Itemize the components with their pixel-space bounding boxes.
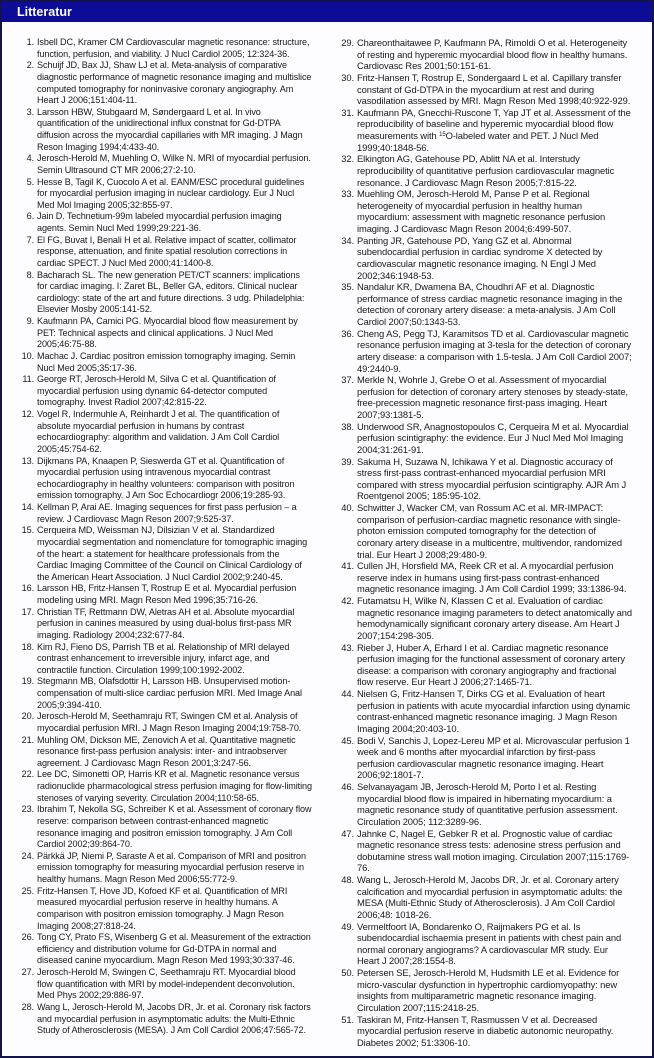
reference-item bbox=[342, 735, 632, 782]
reference-text: Machac J. Cardiac positron emission tomography imaging. Semin Nucl Med 2005;35:17-36. bbox=[37, 350, 296, 373]
reference-item bbox=[22, 886, 312, 933]
reference-item bbox=[342, 281, 632, 328]
reference-number: 31. bbox=[341, 106, 354, 118]
reference-number: 46. bbox=[341, 781, 354, 792]
reference-number: 4. bbox=[26, 153, 34, 164]
reference-text: Sakuma H, Suzawa N, Ichikawa Y et al. Diagnostic accuracy of stress first-pass contrast-enhanced myocardial perfusion MRI compared with stress myocardial perfusion scintigraphy. AJR Am J Roentgenol 2005; 185:95-102. bbox=[357, 455, 627, 502]
reference-number: 44. bbox=[341, 688, 354, 699]
reference-text: Vermeltfoort IA, Bondarenko O, Raijmakers PG et al. Is subendocardial ischaemia present in patients with chest pain and normal coronary angiograms? A cardiovascular MR study. Eur Heart J 2007;28:1554-8. bbox=[357, 920, 622, 967]
reference-item bbox=[342, 874, 632, 921]
reference-number: 51. bbox=[341, 1013, 354, 1025]
reference-item bbox=[22, 351, 312, 374]
reference-number: 40. bbox=[341, 502, 354, 513]
reference-item bbox=[342, 235, 632, 282]
reference-number: 26. bbox=[21, 932, 34, 943]
reference-text: Stegmann MB, Olafsdottir H, Larsson HB. Unsupervised motion-compensation of multi-slice cardiac perfusion MRI. Med Image Anal 2005;9:394-410. bbox=[37, 676, 302, 710]
reference-number: 7. bbox=[26, 234, 34, 245]
reference-text: Jerosch-Herold M, Muehling O, Wilke N. MRI of myocardial perfusion. Semin Ultrasound CT MR 2006;27:2-10. bbox=[37, 153, 311, 175]
reference-item bbox=[342, 921, 632, 968]
reference-item bbox=[22, 1002, 312, 1037]
reference-text: Jahnke C, Nagel E, Gebker R et al. Prognostic value of cardiac magnetic resonance stress tests: adenosine stress perfusion and dobutamine stress wall motion imaging. Circulation 2007;115:1769-76. bbox=[357, 827, 630, 874]
reference-number: 8. bbox=[26, 269, 34, 280]
reference-text: Rieber J, Huber A, Erhard I et al. Cardiac magnetic resonance perfusion imaging for the functional assessment of coronary artery disease: a comparison with coronary angiography and fractional flow reserve. Eur Heart J 2006;27:1465-71. bbox=[357, 641, 626, 688]
reference-item bbox=[342, 828, 632, 875]
reference-text: Ibrahim T, Nekolla SG, Schreiber K et al. Assessment of coronary flow reserve: comparison between contrast-enhanced magnetic resonance imaging and positron emission tomography. J Am Coll Cardiol 2002;39:864-70. bbox=[37, 804, 312, 850]
reference-number: 17. bbox=[21, 606, 34, 617]
reference-number: 18. bbox=[21, 641, 34, 652]
reference-number: 47. bbox=[341, 827, 354, 839]
reference-number: 36. bbox=[341, 327, 354, 339]
reference-number: 29. bbox=[341, 37, 354, 48]
reference-text: Nielsen G, Fritz-Hansen T, Dirks CG et al. Evaluation of heart perfusion in patients with acute myocardial infarction using dynamic contrast-enhanced magnetic resonance imaging. J Magn Reson Imaging 2004;20:403-10. bbox=[357, 688, 631, 734]
reference-number: 34. bbox=[341, 234, 354, 246]
reference-item bbox=[22, 711, 312, 734]
reference-item bbox=[22, 374, 312, 409]
reference-number: 43. bbox=[341, 641, 354, 653]
reference-item bbox=[342, 188, 632, 235]
reference-item bbox=[22, 316, 312, 351]
reference-number: 23. bbox=[21, 804, 34, 815]
reference-text: Panting JR, Gatehouse PD, Yang GZ et al. Abnormal subendocardial perfusion in cardiac syndrome X detected by cardiovascular magnetic resonance imaging. N Engl J Med 2002;346:1948-53. bbox=[357, 234, 603, 281]
reference-item bbox=[342, 595, 632, 642]
reference-text: Kim RJ, Fieno DS, Parrish TB et al. Relationship of MRI delayed contrast enhancement to irreversible injury, infarct age, and contractile function. Circulation 1999;100:1992-2002. bbox=[37, 641, 290, 675]
section-title: Litteratur bbox=[17, 5, 72, 19]
reference-number: 11. bbox=[22, 374, 34, 385]
reference-text: Bacharach SL. The new generation PET/CT scanners: implications for cardiac imaging. I: Zaret BL, Beller GA, editors. Clinical nuclear cardiology: state of the art and future directions. 3 udg. Philadelphia: Elsevier Mosby 2005:141-52. bbox=[37, 269, 305, 315]
reference-item bbox=[22, 235, 312, 270]
reference-number: 38. bbox=[341, 420, 354, 432]
reference-text bbox=[357, 107, 632, 154]
reference-item bbox=[342, 153, 632, 188]
reference-item bbox=[22, 607, 312, 642]
reference-text: Vogel R, Indermuhle A, Reinhardt J et al. The quantification of absolute myocardial perfusion in humans by contrast echocardiography: algorithm and validation. J Am Coll Cardiol 2005;45:754-62. bbox=[37, 409, 280, 454]
reference-text: Jerosch-Herold M, Seethamraju RT, Swingen CM et al. Analysis of myocardial perfusion MRI. J Magn Reson Imaging 2004;19:758-70. bbox=[37, 711, 302, 733]
reference-number: 30. bbox=[341, 71, 354, 83]
reference-text: Bodi V, Sanchis J, Lopez-Lereu MP et al. Microvascular perfusion 1 week and 6 months after myocardial infarction by first-pass perfusion cardiovascular magnetic resonance imaging. Heart 2006;92:1801-7. bbox=[357, 734, 630, 781]
reference-item bbox=[342, 560, 632, 595]
reference-item bbox=[22, 409, 312, 456]
reference-number: 24. bbox=[21, 850, 34, 861]
reference-item bbox=[22, 502, 312, 525]
reference-item bbox=[22, 804, 312, 851]
reference-text: El FG, Buvat I, Benali H et al. Relative impact of scatter, collimator response, attenuation, and finite spatial resolution corrections in cardiac SPECT. J Nucl Med 2000;41:1400-8. bbox=[37, 234, 297, 268]
reference-text: George RT, Jerosch-Herold M, Silva C et al. Quantification of myocardial perfusion using dynamic 64-detector computed tomography. Invest Radiol 2007;42:815-22. bbox=[37, 374, 276, 408]
reference-item bbox=[22, 177, 312, 212]
reference-number: 16. bbox=[21, 583, 34, 594]
reference-item bbox=[342, 107, 632, 154]
reference-number: 33. bbox=[341, 188, 354, 200]
reference-text: Futamatsu H, Wilke N, Klassen C et al. Evaluation of cardiac magnetic resonance imaging parameters to detect anatomically and hemodynamically significant coronary artery disease. Am Heart J 2007;154:298-305. bbox=[357, 595, 633, 641]
reference-number: 37. bbox=[341, 374, 354, 386]
reference-text: Tong CY, Prato FS, Wisenberg G et al. Measurement of the extraction efficiency and distribution volume for Gd-DTPA in normal and diseased canine myocardium. Magn Reson Med 1993;30:337-46. bbox=[37, 932, 311, 966]
reference-text: Isbell DC, Kramer CM Cardiovascular magnetic resonance: structure, function, perfusion, and viability. J Nucl Cardiol 2005; 12:324-36. bbox=[37, 37, 310, 59]
reference-number: 27. bbox=[21, 967, 34, 977]
reference-text: Larsson HB, Fritz-Hansen T, Rostrup E et al. Myocardial perfusion modeling using MRI. Magn Reson Med 1996;35:716-26. bbox=[37, 583, 297, 605]
reference-item bbox=[342, 37, 632, 72]
reference-number: 13. bbox=[21, 455, 34, 466]
reference-text: Cerqueira MD, Weissman NJ, Dilsizian V et al. Standardized myocardial segmentation and nomenclature for tomographic imaging of the heart: a statement for healthcare professionals from the Cardiac Imaging Committee of the Council on Clinical Cardiology of the American Heart Association. J Nucl Cardiol 2002;9:240-45. bbox=[37, 525, 308, 582]
reference-text-part: Kaufmann PA, Gnecchi-Ruscone T, Yap JT et al. Assessment of the reproducibility of baseline and hyperemic myocardial blood flow measurements with bbox=[357, 106, 631, 141]
reference-text: Underwood SR, Anagnostopoulos C, Cerqueira M et al. Myocardial perfusion scintigraphy: the evidence. Eur J Nucl Med Mol Imaging 2004;31:261-91. bbox=[357, 420, 629, 455]
reference-number: 50. bbox=[341, 967, 354, 978]
reference-number: 48. bbox=[341, 874, 354, 885]
reference-text: Kaufmann PA, Camici PG. Myocardial blood flow measurement by PET: Technical aspects and clinical applications. J Nucl Med 2005;46:75-88. bbox=[37, 316, 298, 350]
reference-number: 15. bbox=[21, 525, 34, 536]
isotope-superscript: 15 bbox=[439, 132, 446, 138]
reference-number: 41. bbox=[341, 560, 354, 572]
reference-number: 28. bbox=[21, 1001, 34, 1012]
reference-item bbox=[342, 781, 632, 828]
reference-item bbox=[342, 374, 632, 421]
reference-number: 2. bbox=[26, 60, 34, 71]
reference-item bbox=[342, 688, 632, 735]
reference-text: Nandalur KR, Dwamena BA, Choudhri AF et al. Diagnostic performance of stress cardiac magnetic resonance imaging in the detection of coronary artery disease: a meta-analysis. J Am Coll Cardiol 2007;50:1343-53. bbox=[357, 281, 623, 327]
reference-text: Petersen SE, Jerosch-Herold M, Hudsmith LE et al. Evidence for micro-vascular dysfunction in hypertrophic cardiomyopathy: new insights from multiparametric magnetic resonance imaging. Circulation 2007;115:2418-25. bbox=[357, 967, 620, 1013]
reference-text: Chareonthaitawee P, Kaufmann PA, Rimoldi O et al. Heterogeneity of resting and hyperemic myocardial blood flow in healthy humans. Cardiovasc Res 2001;50:151-61. bbox=[357, 37, 628, 72]
reference-item bbox=[342, 502, 632, 560]
reference-text: Larsson HBW, Stubgaard M, Søndergaard L et al. In vivo quantification of the unidirectional influx constnat for Gd-DTPA diffusion across the myocardial capillaries with MR imaging. J Magn Reson Imaging 1994;4:433-40. bbox=[37, 106, 303, 152]
reference-number: 14. bbox=[21, 502, 34, 512]
reference-item bbox=[22, 107, 312, 154]
reference-item bbox=[22, 583, 312, 606]
reference-number: 3. bbox=[26, 106, 34, 117]
reference-number: 35. bbox=[341, 281, 354, 293]
reference-text: Selvanayagam JB, Jerosch-Herold M, Porto I et al. Resting myocardial blood flow is impaired in hibernating myocardium: a magnetic resonance study of quantitative perfusion assessment. Circulation 2005; 112:3289-96. bbox=[357, 781, 618, 827]
reference-number: 45. bbox=[341, 734, 354, 746]
reference-number: 22. bbox=[21, 769, 34, 780]
reference-item bbox=[22, 851, 312, 886]
reference-item bbox=[22, 769, 312, 804]
reference-item bbox=[342, 967, 632, 1014]
reference-item bbox=[22, 270, 312, 317]
reference-number: 9. bbox=[26, 316, 34, 326]
reference-text: Lee DC, Simonetti OP, Harris KR et al. Magnetic resonance versus radionuclide pharmacological stress perfusion imaging for flow-limiting stenoses of varying severity. Circulation 2004;110:58-65. bbox=[37, 769, 312, 803]
reference-item bbox=[342, 642, 632, 689]
reference-text: Cheng AS, Pegg TJ, Karamitsos TD et al. Cardiovascular magnetic resonance perfusion imaging at 3-tesla for the detection of coronary artery disease: a comparison with 1.5-tesla. J Am Coll Cardiol 2007; 49:2440-9. bbox=[357, 327, 632, 374]
reference-number: 10. bbox=[21, 350, 34, 361]
reference-text: Pärkkä JP, Niemi P, Saraste A et al. Comparison of MRI and positron emission tomography for measuring myocardial perfusion reserve in healthy humans. Magn Reson Med 2006;55:772-9. bbox=[37, 850, 306, 884]
reference-number: 39. bbox=[341, 455, 354, 467]
reference-text: Kellman P, Arai AE. Imaging sequences for first pass perfusion – a review. J Cardiovasc Magn Reson 2007;9:525-37. bbox=[37, 502, 297, 524]
reference-text: Wang L, Jerosch-Herold M, Jacobs DR, Jr. et al. Coronary artery calcification and myocardial perfusion in asymptomatic adults: the MESA (Multi-Ethnic Study of Atherosclerosis). J Am Coll Cardiol 2006;48: 1018-26. bbox=[357, 874, 623, 920]
reference-item bbox=[22, 967, 312, 1002]
reference-number: 12. bbox=[21, 409, 34, 419]
reference-item bbox=[22, 60, 312, 107]
reference-text: Hesse B, Tagil K, Cuocolo A et al. EANM/ESC procedural guidelines for myocardial perfusion imaging in nuclear cardiology. Eur J Nucl Med Mol Imaging 2005;32:855-97. bbox=[37, 176, 305, 210]
reference-text: Cullen JH, Horsfield MA, Reek CR et al. A myocardial perfusion reserve index in humans using first-pass contrast-enhanced magnetic resonance imaging. J Am Coll Cardiol 1999; 33:1386-94. bbox=[357, 560, 627, 595]
reference-item bbox=[22, 456, 312, 503]
reference-text: Fritz-Hansen T, Rostrup E, Sondergaard L et al. Capillary transfer constant of Gd-DTPA in the myocardium at rest and during vasodilation assessed by MRI. Magn Reson Med 1998;40:922-929. bbox=[357, 71, 631, 107]
reference-text: Merkle N, Wohrle J, Grebe O et al. Assessment of myocardial perfusion for detection of coronary artery stenoses by steady-state, free-precession magnetic resonance first-pass imaging. Heart 2007;93:1381-5. bbox=[357, 374, 628, 420]
reference-text: Schwitter J, Wacker CM, van Rossum AC et al. MR-IMPACT: comparison of perfusion-cardiac magnetic resonance with single-photon emission computed tomography for the detection of coronary artery disease in a multicentre, multivendor, randomized trial. Eur Heart J 2008;29:480-9. bbox=[357, 502, 622, 560]
reference-item bbox=[22, 37, 312, 60]
reference-item bbox=[342, 456, 632, 503]
reference-number: 21. bbox=[21, 734, 34, 745]
reference-text: Elkington AG, Gatehouse PD, Ablitt NA et al. Interstudy reproducibility of quantitative perfusion cardiovascular magnetic resonance. J Cardiovasc Magn Reson 2005;7:815-22. bbox=[357, 153, 615, 188]
reference-number: 19. bbox=[21, 676, 34, 687]
reference-text: Jerosch-Herold M, Swingen C, Seethamraju RT. Myocardial blood flow quantification with MRI by model-independent deconvolution. Med Phys 2002;29:886-97. bbox=[37, 967, 296, 1001]
reference-text: Christian TF, Rettmann DW, Aletras AH et al. Absolute myocardial perfusion in canines measured by using dual-bolus first-pass MR imaging. Radiology 2004;232:677-84. bbox=[37, 606, 295, 640]
reference-number: 32. bbox=[341, 153, 354, 165]
reference-text: Taskiran M, Fritz-Hansen T, Rasmussen V et al. Decreased myocardial perfusion reserve in diabetic autonomic neuropathy. Diabetes 2002; 51:3306-10. bbox=[357, 1013, 614, 1048]
reference-number: 1. bbox=[26, 37, 34, 47]
reference-item bbox=[22, 932, 312, 967]
reference-number: 6. bbox=[26, 211, 34, 222]
reference-text-part: O-labeled water and PET. J Nucl Med 1999;40:1848-56. bbox=[357, 130, 599, 153]
reference-item bbox=[22, 735, 312, 770]
reference-text: Muhling OM, Dickson ME, Zenovich A et al. Quantitative magnetic resonance first-pass perfusion analysis: inter- and intraobserver agreement. J Cardiovasc Magn Reson 2001;3:247-56. bbox=[37, 734, 296, 768]
reference-number: 49. bbox=[341, 920, 354, 932]
reference-item bbox=[22, 153, 312, 176]
reference-number: 5. bbox=[26, 176, 34, 187]
reference-item bbox=[22, 211, 312, 234]
reference-text: Schuijf JD, Bax JJ, Shaw LJ et al. Meta-analysis of comparative diagnostic performance of magnetic resonance imaging and multislice computed tomography for noninvasive coronary angiography. Am Heart J 2006;151:404-11. bbox=[37, 60, 312, 106]
reference-text: Wang L, Jerosch-Herold M, Jacobs DR, Jr. et al. Coronary risk factors and myocardial perfusion in asymptomatic adults: the Multi-Ethnic Study of Atherosclerosis (MESA). J Am Coll Cardiol 2006;47:565-72. bbox=[37, 1001, 311, 1036]
reference-item bbox=[22, 676, 312, 711]
reference-item bbox=[342, 328, 632, 375]
reference-item bbox=[342, 1014, 632, 1049]
header-bar bbox=[2, 2, 652, 22]
reference-number: 42. bbox=[341, 595, 354, 606]
reference-number: 20. bbox=[21, 711, 34, 722]
reference-column-right bbox=[342, 37, 632, 1048]
reference-item bbox=[22, 525, 312, 583]
reference-item bbox=[22, 642, 312, 677]
reference-text: Dijkmans PA, Knaapen P, Sieswerda GT et al. Quantification of myocardial perfusion using intravenous myocardial contrast echocardiography in healthy volunteers: comparison with positron emission tomography. J Am Soc Echocardiogr 2006;19:285-93. bbox=[37, 455, 295, 501]
reference-text: Jain D. Technetium-99m labeled myocardial perfusion imaging agents. Semin Nucl Med 1999;29:221-36. bbox=[37, 211, 282, 233]
reference-item bbox=[342, 72, 632, 107]
reference-item bbox=[342, 421, 632, 456]
reference-number: 25. bbox=[21, 885, 34, 896]
reference-column-left bbox=[22, 37, 312, 1037]
reference-text: Muehling OM, Jerosch-Herold M, Panse P et al. Regional heterogeneity of myocardial perfusion in healthy human myocardium: assessment with magnetic resonance perfusion imaging. J Cardiovasc Magn Reson 2004;6:499-507. bbox=[357, 188, 606, 234]
reference-text: Fritz-Hansen T, Hove JD, Kofoed KF et al. Quantification of MRI measured myocardial perfusion reserve in healthy humans. A comparison with positron emission tomography. J Magn Reson Imaging 2008;27:818-24. bbox=[37, 885, 288, 931]
